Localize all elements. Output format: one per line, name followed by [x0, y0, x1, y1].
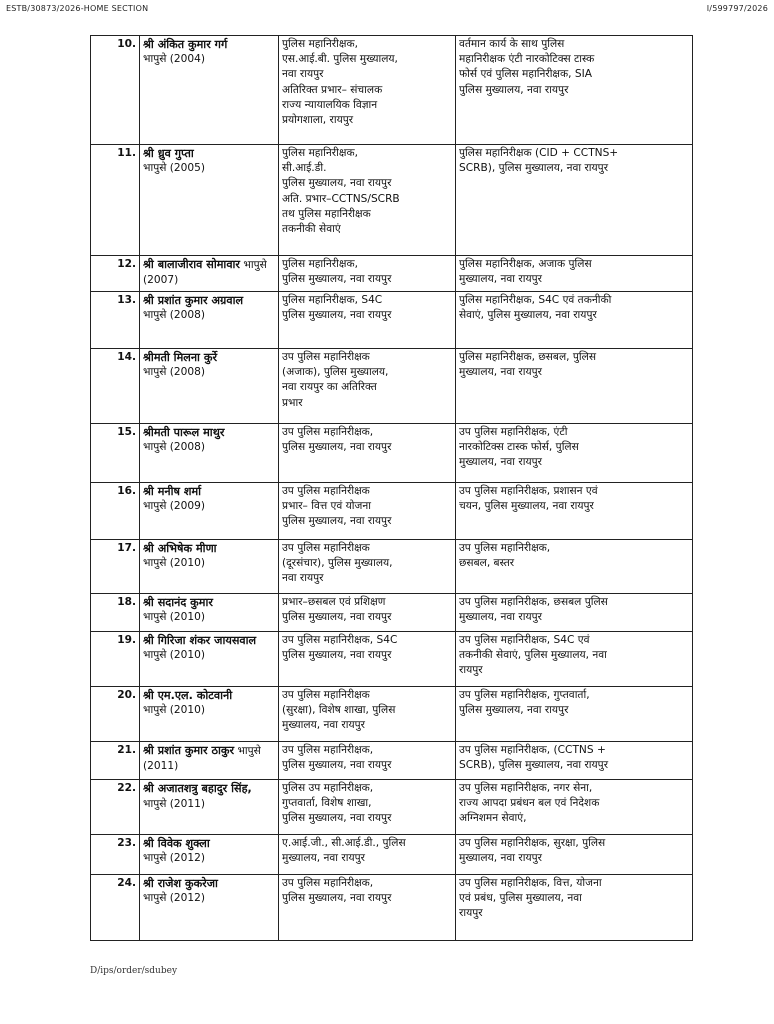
- current-posting-line: पुलिस मुख्यालय, नवा रायपुर: [282, 309, 392, 322]
- new-posting-line: मुख्यालय, नवा रायपुर: [459, 611, 542, 624]
- new-posting-line: पुलिस महानिरीक्षक, अजाक पुलिस: [459, 258, 592, 270]
- current-posting-line: पुलिस मुख्यालय, नवा रायपुर: [282, 441, 392, 454]
- current-posting-line: उप पुलिस महानिरीक्षक,: [282, 426, 374, 438]
- table-row: [91, 349, 693, 424]
- new-posting-line: मुख्यालय, नवा रायपुर: [459, 852, 542, 865]
- officer-cell: [140, 742, 279, 780]
- table-row: [91, 424, 693, 483]
- current-posting-line: उप पुलिस महानिरीक्षक: [282, 542, 370, 554]
- officer-batch: भापुसे (2010): [143, 557, 205, 570]
- current-posting-cell: [279, 483, 456, 540]
- current-posting-line: अति. प्रभार–CCTNS/SCRB: [282, 192, 400, 205]
- new-posting-line: उप पुलिस महानिरीक्षक, छसबल पुलिस: [459, 596, 608, 608]
- officer-name: श्री गिरिजा शंकर जायसवाल: [143, 634, 257, 647]
- new-posting-line: पुलिस महानिरीक्षक, छसबल, पुलिस: [459, 351, 597, 363]
- new-posting-cell: [456, 875, 693, 941]
- current-posting-line: नवा रायपुर का अतिरिक्त: [282, 381, 377, 394]
- table-row: [91, 687, 693, 742]
- serial-number: 13.: [91, 292, 140, 349]
- current-posting-line: एस.आई.बी. पुलिस मुख्यालय,: [282, 53, 398, 66]
- new-posting-line: नारकोटिक्स टास्क फोर्स, पुलिस: [459, 441, 579, 454]
- new-posting-line: पुलिस महानिरीक्षक (CID + CCTNS+: [459, 147, 619, 159]
- current-posting-line: अतिरिक्त प्रभार– संचालक: [282, 83, 383, 96]
- new-posting-line: SCRB), पुलिस मुख्यालय, नवा रायपुर: [459, 162, 609, 175]
- officer-batch: भापुसे (2010): [143, 704, 205, 717]
- new-posting-cell: [456, 594, 693, 632]
- current-posting-cell: [279, 540, 456, 594]
- officer-batch: भापुसे (2012): [143, 892, 205, 905]
- current-posting-line: मुख्यालय, नवा रायपुर: [282, 719, 365, 732]
- current-posting-line: पुलिस मुख्यालय, नवा रायपुर: [282, 649, 392, 662]
- officer-cell: [140, 835, 279, 875]
- officer-batch: भापुसे (2012): [143, 852, 205, 865]
- new-posting-cell: [456, 145, 693, 256]
- new-posting-line: पुलिस मुख्यालय, नवा रायपुर: [459, 704, 569, 717]
- current-posting-line: गुप्तवार्ता, विशेष शाखा,: [282, 797, 372, 810]
- new-posting-cell: [456, 349, 693, 424]
- new-posting-line: छसबल, बस्तर: [459, 557, 515, 570]
- serial-number: 15.: [91, 424, 140, 483]
- new-posting-line: मुख्यालय, नवा रायपुर: [459, 366, 542, 379]
- current-posting-line: सी.आई.डी.: [282, 162, 327, 175]
- officer-batch: भापुसे (2011): [143, 798, 205, 811]
- current-posting-line: पुलिस मुख्यालय, नवा रायपुर: [282, 812, 392, 825]
- current-posting-line: राज्य न्यायालयिक विज्ञान: [282, 98, 378, 111]
- serial-number: 20.: [91, 687, 140, 742]
- current-posting-cell: [279, 835, 456, 875]
- new-posting-line: तकनीकी सेवाएं, पुलिस मुख्यालय, नवा: [459, 649, 607, 662]
- new-posting-line: अग्निशमन सेवाएं,: [459, 812, 527, 825]
- new-posting-cell: [456, 540, 693, 594]
- current-posting-line: पुलिस महानिरीक्षक, S4C: [282, 294, 383, 306]
- current-posting-line: पुलिस महानिरीक्षक,: [282, 38, 358, 50]
- current-posting-line: पुलिस महानिरीक्षक,: [282, 258, 358, 270]
- table-body: [91, 36, 693, 941]
- current-posting-cell: [279, 687, 456, 742]
- serial-number: 23.: [91, 835, 140, 875]
- current-posting-cell: [279, 780, 456, 835]
- serial-number: 16.: [91, 483, 140, 540]
- table-row: [91, 256, 693, 292]
- officer-name: श्री बालाजीराव सोमावार: [143, 258, 241, 271]
- table-row: [91, 540, 693, 594]
- officer-name: श्री मनीष शर्मा: [143, 485, 202, 498]
- current-posting-line: उप पुलिस महानिरीक्षक,: [282, 744, 374, 756]
- current-posting-line: तकनीकी सेवाएं: [282, 223, 341, 236]
- current-posting-line: उप पुलिस महानिरीक्षक, S4C: [282, 634, 398, 646]
- new-posting-line: पुलिस मुख्यालय, नवा रायपुर: [459, 83, 569, 96]
- current-posting-cell: [279, 742, 456, 780]
- officer-batch: भापुसे (2008): [143, 366, 205, 379]
- current-posting-line: मुख्यालय, नवा रायपुर: [282, 852, 365, 865]
- new-posting-cell: [456, 632, 693, 687]
- current-posting-line: नवा रायपुर: [282, 68, 324, 81]
- table-row: [91, 483, 693, 540]
- officer-batch: भापुसे (2010): [143, 611, 205, 624]
- new-posting-line: उप पुलिस महानिरीक्षक, प्रशासन एवं: [459, 485, 598, 497]
- officer-batch: भापुसे (2007): [143, 259, 267, 287]
- officer-cell: [140, 36, 279, 145]
- current-posting-cell: [279, 632, 456, 687]
- current-posting-cell: [279, 256, 456, 292]
- new-posting-cell: [456, 424, 693, 483]
- officer-batch: भापुसे (2005): [143, 162, 205, 175]
- officer-cell: [140, 424, 279, 483]
- current-posting-cell: [279, 594, 456, 632]
- officer-cell: [140, 483, 279, 540]
- table-row: [91, 145, 693, 256]
- current-posting-line: पुलिस मुख्यालय, नवा रायपुर: [282, 273, 392, 286]
- current-posting-line: पुलिस मुख्यालय, नवा रायपुर: [282, 611, 392, 624]
- current-posting-cell: [279, 36, 456, 145]
- table-row: [91, 742, 693, 780]
- serial-number: 11.: [91, 145, 140, 256]
- new-posting-line: फोर्स एवं पुलिस महानिरीक्षक, SIA: [459, 68, 592, 81]
- new-posting-line: चयन, पुलिस मुख्यालय, नवा रायपुर: [459, 500, 594, 513]
- current-posting-line: ए.आई.जी., सी.आई.डी., पुलिस: [282, 837, 406, 849]
- current-posting-line: उप पुलिस महानिरीक्षक: [282, 351, 370, 363]
- new-posting-line: उप पुलिस महानिरीक्षक, S4C एवं: [459, 634, 590, 646]
- serial-number: 24.: [91, 875, 140, 941]
- new-posting-cell: [456, 483, 693, 540]
- officer-name: श्रीमती पारूल माथुर: [143, 426, 225, 439]
- officer-name: श्री एम.एल. कोटवानी: [143, 689, 233, 702]
- current-posting-cell: [279, 145, 456, 256]
- serial-number: 19.: [91, 632, 140, 687]
- current-posting-line: (सुरक्षा), विशेष शाखा, पुलिस: [282, 704, 396, 717]
- officer-cell: [140, 292, 279, 349]
- new-posting-line: उप पुलिस महानिरीक्षक, वित्त, योजना: [459, 877, 602, 889]
- officer-cell: [140, 256, 279, 292]
- current-posting-line: (दूरसंचार), पुलिस मुख्यालय,: [282, 557, 393, 570]
- transfer-order-table: [90, 35, 693, 941]
- table-row: [91, 292, 693, 349]
- new-posting-line: वर्तमान कार्य के साथ पुलिस: [459, 38, 565, 50]
- current-posting-line: पुलिस महानिरीक्षक,: [282, 147, 358, 159]
- serial-number: 18.: [91, 594, 140, 632]
- serial-number: 21.: [91, 742, 140, 780]
- officer-name: श्री अंकित कुमार गर्ग: [143, 38, 228, 51]
- officer-cell: [140, 594, 279, 632]
- serial-number: 12.: [91, 256, 140, 292]
- new-posting-line: उप पुलिस महानिरीक्षक, नगर सेना,: [459, 782, 593, 794]
- current-posting-cell: [279, 349, 456, 424]
- current-posting-line: तथ पुलिस महानिरीक्षक: [282, 207, 371, 220]
- current-posting-line: नवा रायपुर: [282, 572, 324, 585]
- footer-path: D/ips/order/sdubey: [90, 966, 178, 976]
- officer-name: श्रीमती मिलना कुर्रे: [143, 351, 218, 364]
- officer-name: श्री ध्रुव गुप्ता: [143, 147, 194, 160]
- current-posting-line: पुलिस मुख्यालय, नवा रायपुर: [282, 177, 392, 190]
- new-posting-cell: [456, 36, 693, 145]
- table-row: [91, 632, 693, 687]
- officer-name: श्री प्रशांत कुमार अग्रवाल: [143, 294, 244, 307]
- current-posting-cell: [279, 292, 456, 349]
- current-posting-line: उप पुलिस महानिरीक्षक: [282, 689, 370, 701]
- serial-number: 10.: [91, 36, 140, 145]
- officer-cell: [140, 875, 279, 941]
- officer-batch: भापुसे (2009): [143, 500, 205, 513]
- document-id: I/599797/2026: [706, 4, 768, 13]
- new-posting-cell: [456, 256, 693, 292]
- serial-number: 17.: [91, 540, 140, 594]
- current-posting-line: प्रभार– वित्त एवं योजना: [282, 500, 372, 513]
- current-posting-line: प्रयोगशाला, रायपुर: [282, 114, 354, 127]
- officer-cell: [140, 687, 279, 742]
- officer-name: श्री राजेश कुकरेजा: [143, 877, 218, 890]
- current-posting-line: पुलिस मुख्यालय, नवा रायपुर: [282, 892, 392, 905]
- current-posting-cell: [279, 424, 456, 483]
- table-row: [91, 36, 693, 145]
- new-posting-line: SCRB), पुलिस मुख्यालय, नवा रायपुर: [459, 759, 609, 772]
- new-posting-cell: [456, 292, 693, 349]
- new-posting-line: उप पुलिस महानिरीक्षक, गुप्तवार्ता,: [459, 689, 590, 701]
- officer-cell: [140, 780, 279, 835]
- new-posting-line: एवं प्रबंध, पुलिस मुख्यालय, नवा: [459, 892, 582, 905]
- officer-name: श्री प्रशांत कुमार ठाकुर: [143, 744, 235, 757]
- new-posting-line: पुलिस महानिरीक्षक, S4C एवं तकनीकी: [459, 294, 612, 306]
- current-posting-line: (अजाक), पुलिस मुख्यालय,: [282, 366, 389, 379]
- table-row: [91, 594, 693, 632]
- new-posting-line: उप पुलिस महानिरीक्षक, एंटी: [459, 426, 568, 438]
- current-posting-line: पुलिस मुख्यालय, नवा रायपुर: [282, 759, 392, 772]
- officer-name: श्री अजातशत्रु बहादुर सिंह,: [143, 782, 252, 795]
- new-posting-line: राज्य आपदा प्रबंधन बल एवं निदेशक: [459, 797, 600, 810]
- new-posting-line: सेवाएं, पुलिस मुख्यालय, नवा रायपुर: [459, 309, 597, 322]
- current-posting-line: प्रभार: [282, 396, 303, 409]
- officer-name: श्री विवेक शुक्ला: [143, 837, 210, 850]
- new-posting-line: रायपुर: [459, 907, 483, 920]
- new-posting-cell: [456, 780, 693, 835]
- new-posting-cell: [456, 687, 693, 742]
- new-posting-line: महानिरीक्षक एंटी नारकोटिक्स टास्क: [459, 53, 595, 66]
- officer-batch: भापुसे (2008): [143, 309, 205, 322]
- serial-number: 22.: [91, 780, 140, 835]
- new-posting-line: उप पुलिस महानिरीक्षक, सुरक्षा, पुलिस: [459, 837, 606, 849]
- new-posting-line: मुख्यालय, नवा रायपुर: [459, 273, 542, 286]
- current-posting-line: उप पुलिस महानिरीक्षक,: [282, 877, 374, 889]
- current-posting-line: पुलिस मुख्यालय, नवा रायपुर: [282, 515, 392, 528]
- officer-name: श्री अभिषेक मीणा: [143, 542, 217, 555]
- officer-cell: [140, 632, 279, 687]
- officer-cell: [140, 145, 279, 256]
- current-posting-line: उप पुलिस महानिरीक्षक: [282, 485, 370, 497]
- officer-cell: [140, 349, 279, 424]
- officer-batch: भापुसे (2008): [143, 441, 205, 454]
- officer-batch: भापुसे (2010): [143, 649, 205, 662]
- table-row: [91, 875, 693, 941]
- new-posting-line: उप पुलिस महानिरीक्षक, (CCTNS +: [459, 744, 606, 756]
- table-row: [91, 835, 693, 875]
- new-posting-cell: [456, 835, 693, 875]
- document-reference: ESTB/30873/2026-HOME SECTION: [6, 4, 149, 13]
- officer-cell: [140, 540, 279, 594]
- current-posting-line: प्रभार–छसबल एवं प्रशिक्षण: [282, 596, 386, 608]
- current-posting-line: पुलिस उप महानिरीक्षक,: [282, 782, 374, 794]
- table-row: [91, 780, 693, 835]
- new-posting-line: उप पुलिस महानिरीक्षक,: [459, 542, 551, 554]
- officer-batch: भापुसे (2004): [143, 53, 205, 66]
- new-posting-line: मुख्यालय, नवा रायपुर: [459, 456, 542, 469]
- serial-number: 14.: [91, 349, 140, 424]
- officer-batch: भापुसे (2011): [143, 745, 261, 773]
- new-posting-line: रायपुर: [459, 664, 483, 677]
- officer-name: श्री सदानंद कुमार: [143, 596, 213, 609]
- current-posting-cell: [279, 875, 456, 941]
- new-posting-cell: [456, 742, 693, 780]
